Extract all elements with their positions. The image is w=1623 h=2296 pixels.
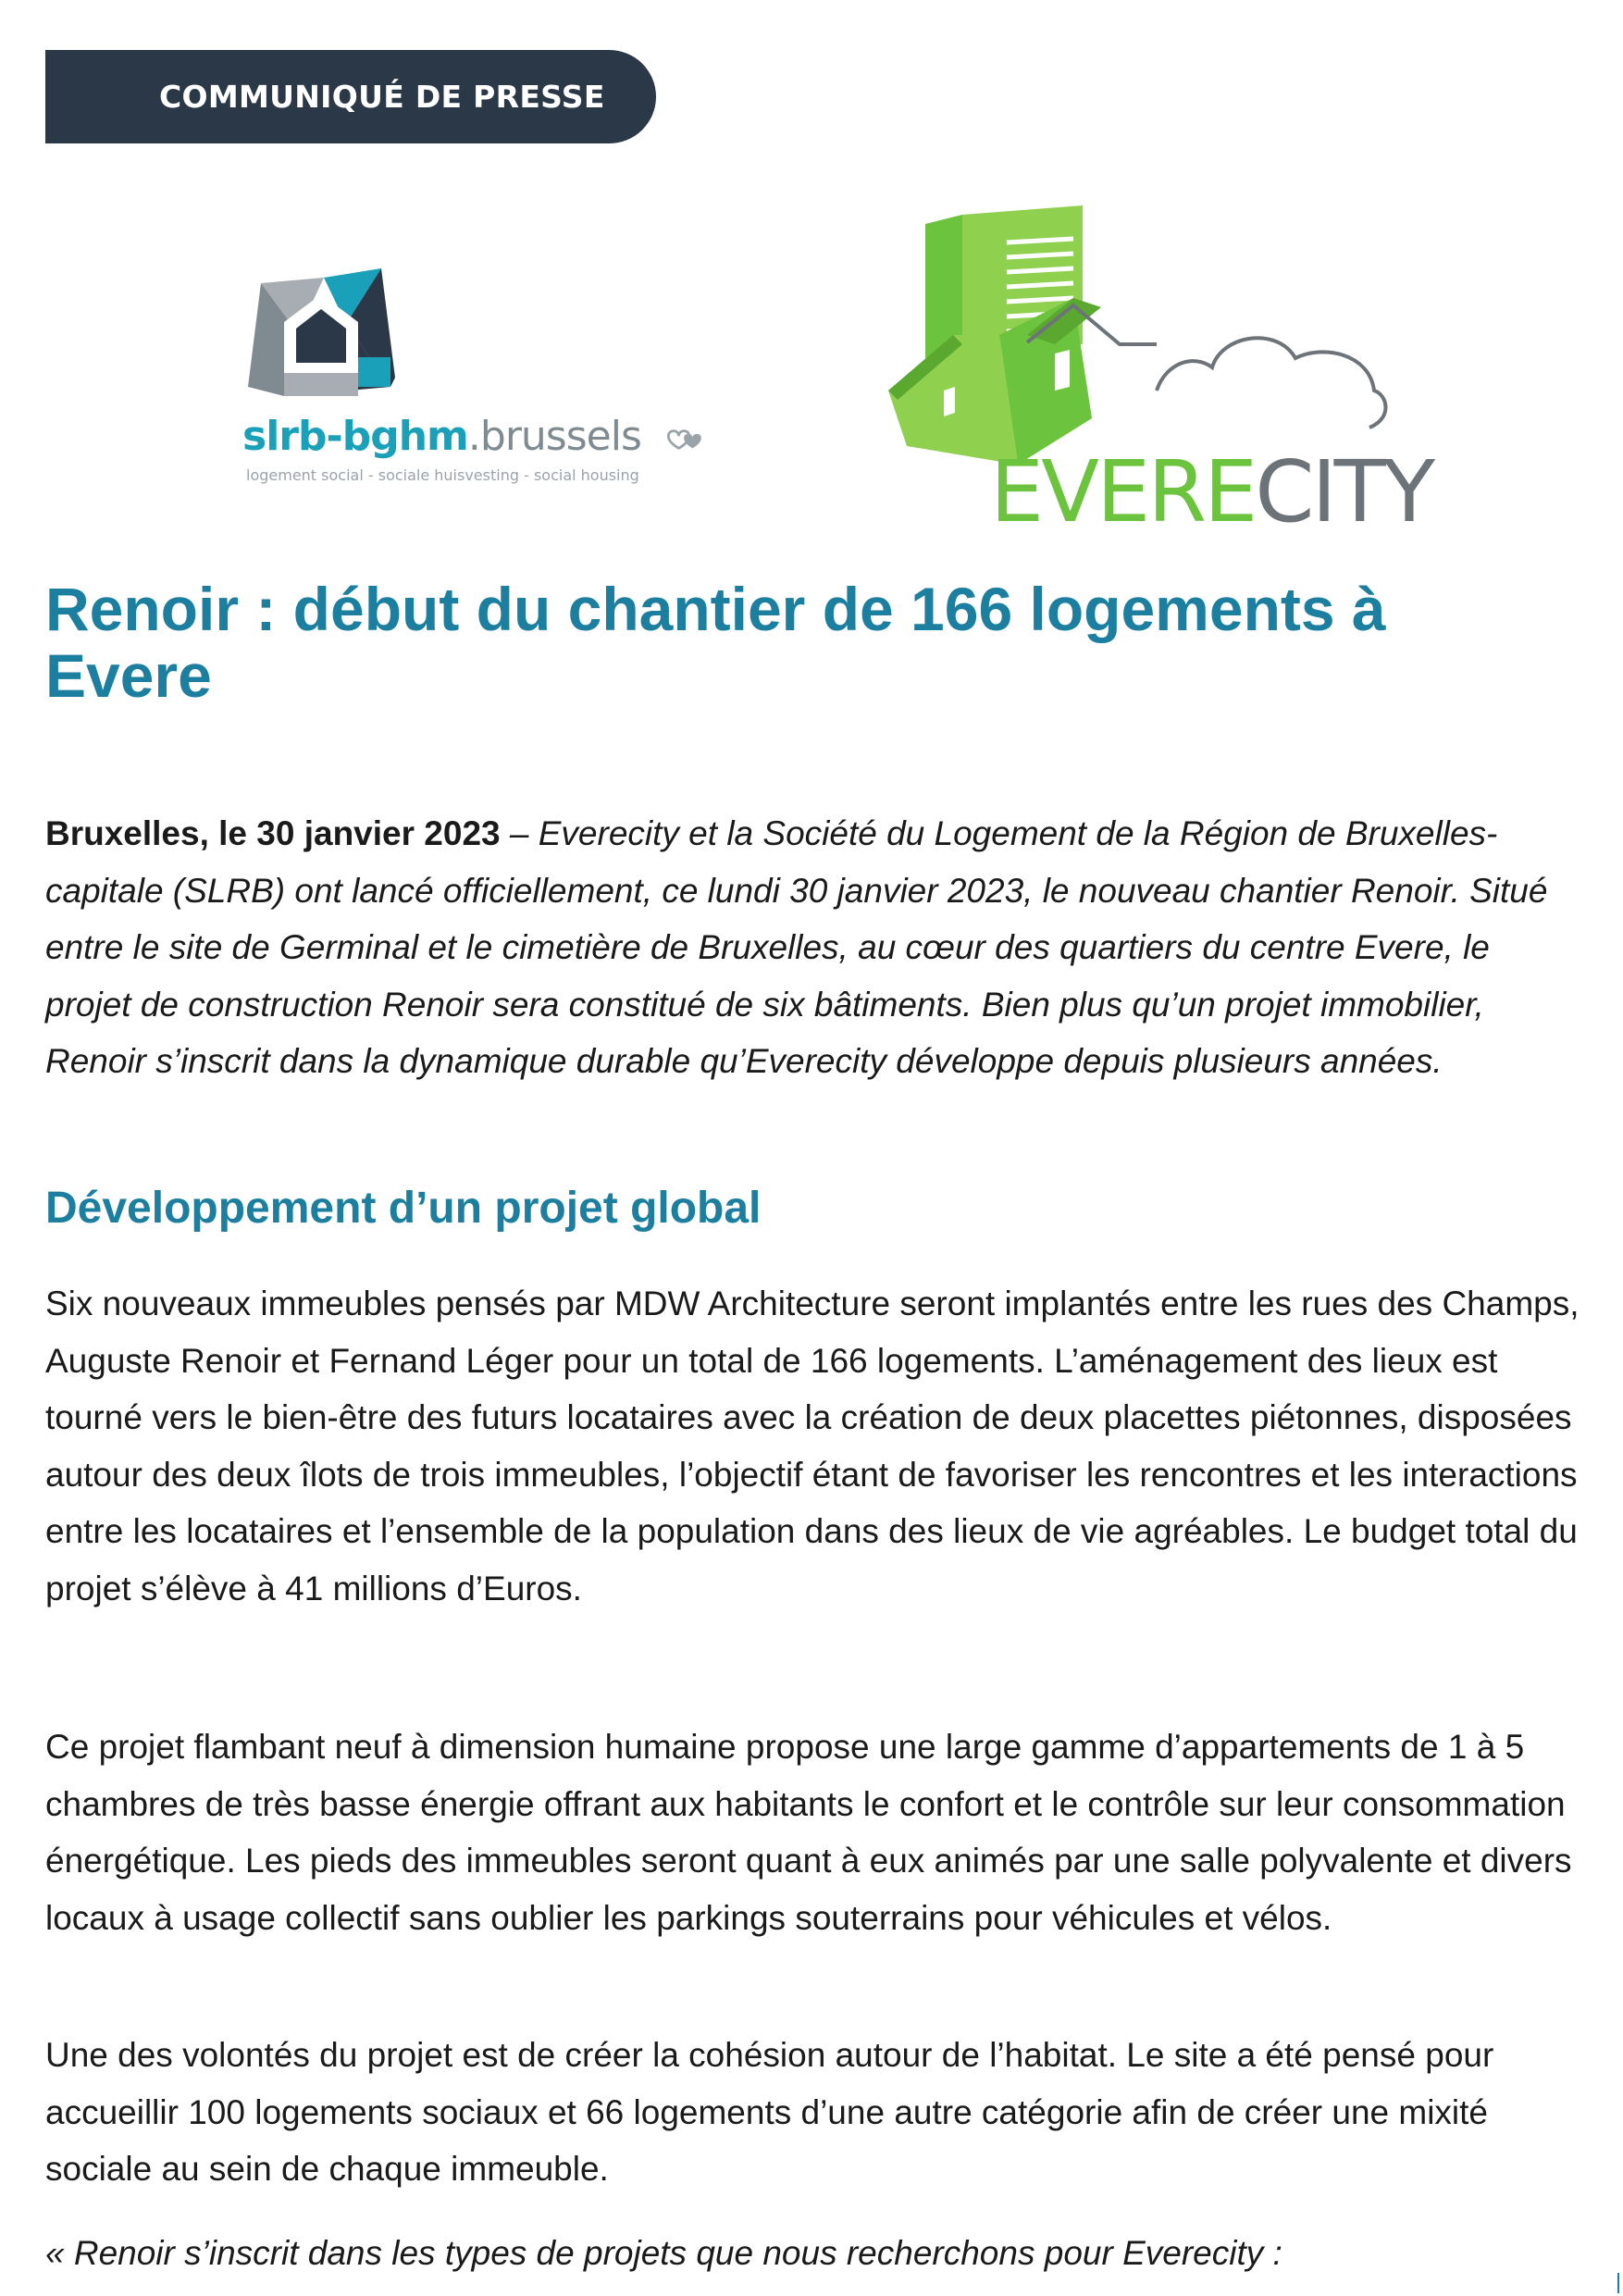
everecity-logo: [888, 205, 1433, 541]
everecity-wordmark-part2: CITY: [1255, 442, 1433, 541]
page-title: Renoir : début du chantier de 166 logements à Evere: [45, 575, 1386, 710]
lead-paragraph: [45, 805, 1581, 1090]
slrb-tagline: logement social - sociale huisvesting - social housing: [246, 466, 639, 484]
quote-paragraph: « Renoir s’inscrit dans les types de projets que nous recherchons pour Everecity :: [45, 2234, 1282, 2272]
buildings-icon: [888, 205, 1406, 474]
everecity-wordmark: [990, 442, 1433, 541]
slrb-logo: [242, 248, 714, 498]
page-edge-marker: [1617, 2273, 1619, 2293]
dateline: Bruxelles, le 30 janvier 2023: [45, 814, 501, 852]
slrb-wordmark-part1: slrb-bghm: [242, 413, 468, 460]
section-title: Développement d’un projet global: [45, 1184, 762, 1233]
slrb-wordmark: [242, 413, 712, 460]
slrb-house-icon: [242, 248, 400, 405]
body-paragraph: Une des volontés du projet est de créer la cohésion autour de l’habitat. Le site a été pensé pour accueillir 100 logements sociaux et 66 logements d’une autre catégorie afin de créer une mixité sociale au sein de chaque immeuble.: [45, 2036, 1494, 2188]
press-release-banner: [45, 50, 656, 143]
lead-text: – Everecity et la Société du Logement de la Région de Bruxelles-capitale (SLRB) ont lancé officiellement, ce lundi 30 janvier 2023, le nouveau chantier Renoir. Situé entre le site de Germinal et le cimetière de Bruxelles, au cœur des quartiers du centre Evere, le projet de construction Renoir sera constitué de six bâtiments. Bien plus qu’un projet immobilier, Renoir s’inscrit dans la dynamique durable qu’Everecity développe depuis plusieurs années.: [45, 814, 1548, 1080]
hearts-icon: [660, 426, 712, 452]
body-paragraph: Ce projet flambant neuf à dimension humaine propose une large gamme d’appartements de 1 à 5 chambres de très basse énergie offrant aux habitants le confort et le contrôle sur leur consommation énergétique. Les pieds des immeubles seront quant à eux animés par une salle polyvalente et divers locaux à usage collectif sans oublier les parkings souterrains pour véhicules et vélos.: [45, 1728, 1572, 1937]
everecity-wordmark-part1: EVERE: [990, 442, 1256, 541]
body-paragraph: Six nouveaux immeubles pensés par MDW Architecture seront implantés entre les rues des Champs, Auguste Renoir et Fernand Léger pour un total de 166 logements. L’aménagement des lieux est tourné vers le bien-être des futurs locataires avec la création de deux placettes piétonnes, disposées autour des deux îlots de trois immeubles, l’objectif étant de favoriser les rencontres et les interactions entre les locataires et l’ensemble de la population dans des lieux de vie agréables. Le budget total du projet s’élève à 41 millions d’Euros.: [45, 1285, 1580, 1607]
press-release-label: COMMUNIQUÉ DE PRESSE: [159, 79, 605, 115]
slrb-wordmark-part2: .brussels: [467, 413, 641, 460]
